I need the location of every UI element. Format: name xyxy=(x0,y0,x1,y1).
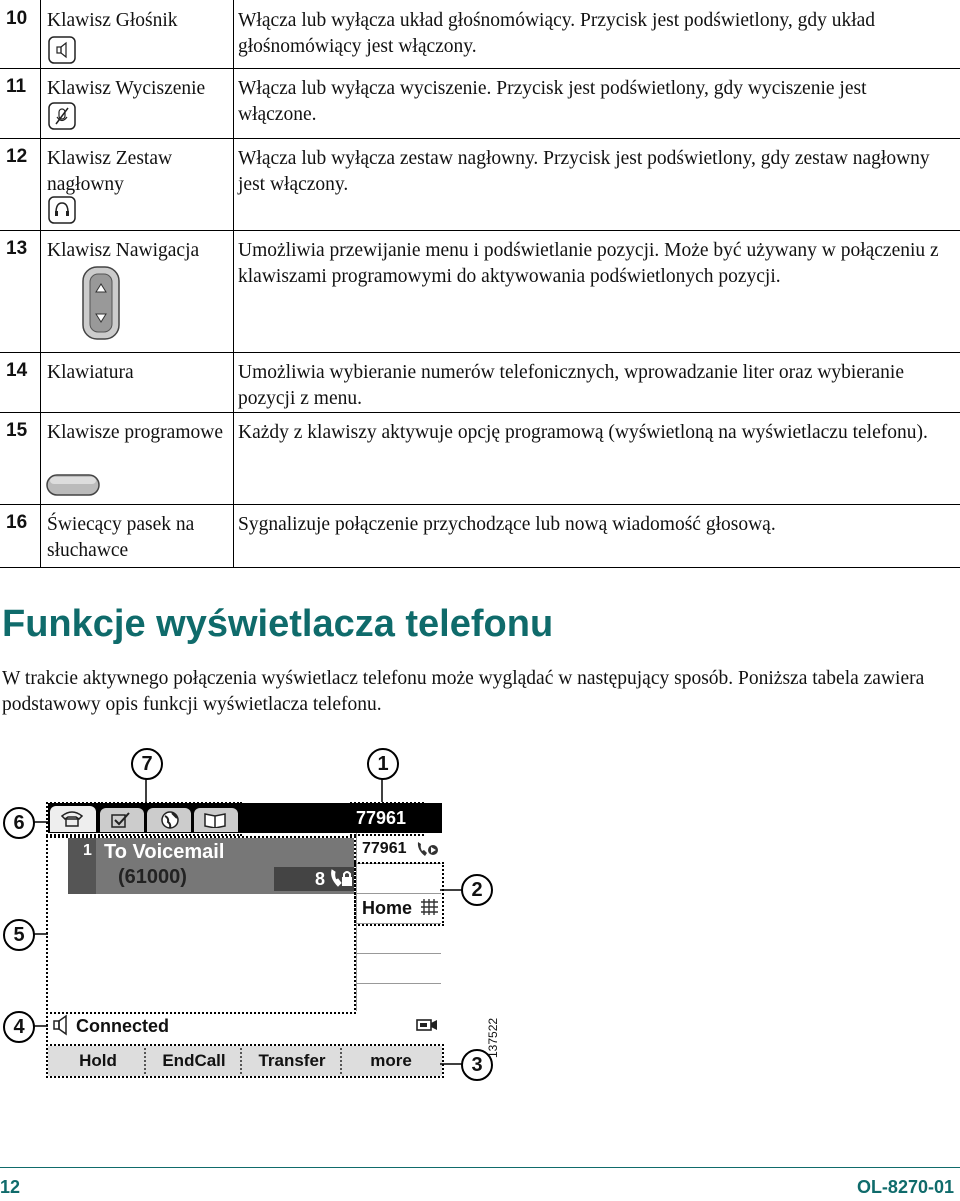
table-row xyxy=(0,68,960,139)
row-number: 10 xyxy=(6,8,28,29)
row-name: Świecący pasek na słuchawce xyxy=(47,514,195,561)
row-name: Klawiatura xyxy=(47,362,134,383)
call-number: (61000) xyxy=(118,866,187,888)
row-name: Klawisze programowe xyxy=(47,422,223,443)
row-number: 12 xyxy=(6,146,28,167)
speaker-icon xyxy=(48,36,76,64)
callout-2: 2 xyxy=(461,874,493,906)
row-description: Każdy z klawiszy aktywuje opcję programową (wyświetloną na wyświetlaczu telefonu). xyxy=(238,422,928,443)
table-row xyxy=(0,230,960,353)
callout-lines xyxy=(0,740,520,1100)
call-index: 1 xyxy=(83,842,92,859)
headset-icon xyxy=(48,196,76,224)
row-description: Włącza lub wyłącza zestaw nagłowny. Przycisk jest podświetlony, gdy zestaw nagłowny jest włączony. xyxy=(238,148,930,195)
figure-id: 137522 xyxy=(486,1017,500,1058)
mute-icon xyxy=(48,102,76,130)
row-number: 14 xyxy=(6,360,28,381)
callout-1: 1 xyxy=(367,748,399,780)
page-number: 12 xyxy=(0,1177,21,1197)
row-description: Umożliwia przewijanie menu i podświetlanie pozycji. Może być używany w połączeniu z klawiszami programowymi do aktywowania podświetlonych pozycji. xyxy=(238,240,939,287)
callout-5: 5 xyxy=(3,919,35,951)
row-number: 15 xyxy=(6,420,28,441)
table-row xyxy=(0,412,960,505)
softkey-endcall[interactable]: EndCall xyxy=(148,1048,242,1074)
line-button-3-label: Home xyxy=(362,898,413,918)
table-row xyxy=(0,0,960,69)
section-paragraph: W trakcie aktywnego połączenia wyświetlacz telefonu może wyglądać w następujący sposób. Poniższa tabela zawiera podstawowy opis funkcji wyświetlacza telefonu. xyxy=(2,668,925,715)
softkey-button-icon xyxy=(46,474,100,496)
row-name: Klawisz Zestaw nagłowny xyxy=(47,148,173,195)
row-description: Włącza lub wyłącza wyciszenie. Przycisk jest podświetlony, gdy wyciszenie jest włączone. xyxy=(238,78,867,125)
row-name: Klawisz Wyciszenie xyxy=(47,78,206,99)
row-name: Klawisz Nawigacja xyxy=(47,240,200,261)
document-id: OL-8270-01 xyxy=(856,1177,954,1197)
row-description: Sygnalizuje połączenie przychodzące lub nową wiadomość głosową. xyxy=(238,514,776,535)
table-row xyxy=(0,352,960,413)
row-name-text: Klawisz Głośnik xyxy=(47,10,178,31)
softkey-hold[interactable]: Hold xyxy=(52,1048,146,1074)
row-number: 13 xyxy=(6,238,28,259)
row-name xyxy=(47,8,232,34)
row-description: Umożliwia wybieranie numerów telefonicznych, wprowadzanie liter oraz wybieranie pozycji z menu. xyxy=(238,362,904,409)
footer-rule xyxy=(0,1167,960,1168)
callout-4: 4 xyxy=(3,1011,35,1043)
navigation-key-icon xyxy=(82,266,120,340)
row-description: Włącza lub wyłącza układ głośnomówiący. Przycisk jest podświetlony, gdy układ głośnomówiący jest włączony. xyxy=(238,10,876,57)
status-text: Connected xyxy=(76,1016,170,1036)
table-row xyxy=(0,504,960,568)
softkey-more[interactable]: more xyxy=(370,1051,412,1070)
line-button-1-label: 77961 xyxy=(362,840,407,857)
call-count: 8 xyxy=(315,869,326,889)
table-row xyxy=(0,138,960,231)
header-phone-number: 77961 xyxy=(356,808,407,828)
callout-6: 6 xyxy=(3,807,35,839)
callout-3: 3 xyxy=(461,1049,493,1081)
row-number: 11 xyxy=(6,76,27,97)
section-heading: Funkcje wyświetlacza telefonu xyxy=(2,603,554,645)
callout-7: 7 xyxy=(131,748,163,780)
call-name: To Voicemail xyxy=(104,841,225,863)
softkey-transfer[interactable]: Transfer xyxy=(244,1048,342,1074)
row-number: 16 xyxy=(6,512,28,533)
